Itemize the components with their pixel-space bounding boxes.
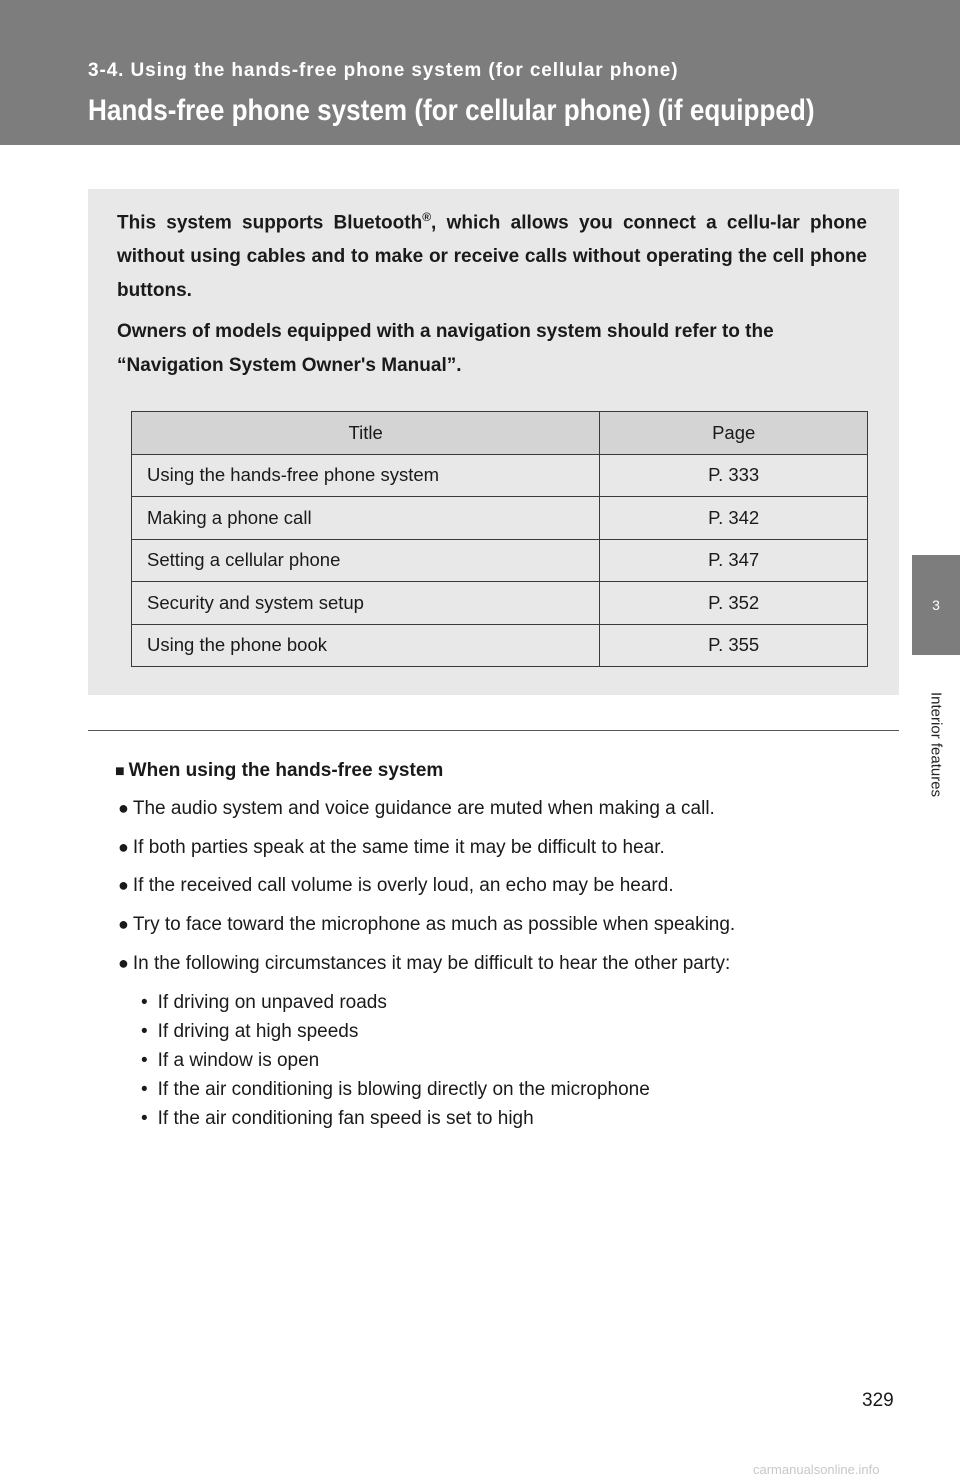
sub-list-item: • If the air conditioning is blowing directly on the microphone bbox=[141, 1079, 650, 1100]
section-heading: 3-4. Using the hands-free phone system (for cellular phone) bbox=[88, 60, 679, 81]
intro-paragraph-2: Owners of models equipped with a navigation system should refer to the “Navigation System Owner's Manual”. bbox=[117, 321, 774, 376]
bullet-dot-icon: ● bbox=[118, 837, 129, 857]
watermark: carmanualsonline.info bbox=[753, 1462, 880, 1477]
sub-list-item: • If driving on unpaved roads bbox=[141, 992, 387, 1013]
chapter-tab[interactable] bbox=[912, 555, 960, 655]
row-title: Using the phone book bbox=[132, 624, 600, 667]
table-row[interactable] bbox=[132, 582, 868, 625]
row-title: Setting a cellular phone bbox=[132, 539, 600, 582]
row-page-link[interactable]: P. 352 bbox=[600, 582, 868, 625]
note-text: In the following circumstances it may be difficult to hear the other party: bbox=[132, 953, 731, 974]
page-header bbox=[0, 0, 960, 145]
table-row[interactable] bbox=[132, 539, 868, 582]
note-bullet bbox=[118, 953, 730, 975]
table-row[interactable] bbox=[132, 454, 868, 497]
row-page-link[interactable]: P. 342 bbox=[600, 497, 868, 540]
contents-table bbox=[131, 411, 868, 667]
intro-text-start: This system supports Bluetooth bbox=[117, 212, 423, 234]
bullet-dot-icon: ● bbox=[118, 875, 129, 895]
sub-item-text: If the air conditioning is blowing directly on the microphone bbox=[157, 1079, 650, 1100]
sub-item-text: If the air conditioning fan speed is set to high bbox=[157, 1108, 534, 1129]
chapter-label bbox=[913, 660, 959, 830]
sub-item-text: If a window is open bbox=[157, 1050, 320, 1071]
sub-list-item: • If the air conditioning fan speed is set to high bbox=[141, 1108, 534, 1129]
row-title: Making a phone call bbox=[132, 497, 600, 540]
intro-text-end: , which allows you connect a cellu-lar phone without using cables and to make or receive calls without operating the cell phone buttons. bbox=[117, 212, 867, 302]
row-page-link[interactable]: P. 333 bbox=[600, 454, 868, 497]
note-text: Try to face toward the microphone as much as possible when speaking. bbox=[132, 914, 736, 935]
row-title: Security and system setup bbox=[132, 582, 600, 625]
bullet-dot-icon: ● bbox=[118, 798, 129, 818]
square-bullet-icon: ■ bbox=[115, 763, 125, 780]
registered-mark: ® bbox=[422, 210, 432, 224]
column-header-title: Title bbox=[132, 412, 600, 455]
sub-list-item: • If driving at high speeds bbox=[141, 1021, 359, 1042]
note-text: If the received call volume is overly loud, an echo may be heard. bbox=[132, 875, 674, 896]
sub-item-text: If driving at high speeds bbox=[157, 1021, 359, 1042]
row-page-link[interactable]: P. 347 bbox=[600, 539, 868, 582]
chapter-label-text: Interior features bbox=[927, 692, 945, 798]
page-number: 329 bbox=[862, 1390, 894, 1411]
sub-list-item: • If a window is open bbox=[141, 1050, 320, 1071]
notes-heading-text: When using the hands-free system bbox=[128, 760, 444, 781]
intro-paragraph-1 bbox=[117, 200, 867, 308]
note-text: If both parties speak at the same time it may be difficult to hear. bbox=[132, 837, 665, 858]
chapter-number: 3 bbox=[932, 597, 940, 613]
table-header-row bbox=[132, 412, 868, 455]
bullet-dot-icon: ● bbox=[118, 914, 129, 934]
table-row[interactable] bbox=[132, 624, 868, 667]
column-header-page: Page bbox=[600, 412, 868, 455]
note-text: The audio system and voice guidance are muted when making a call. bbox=[132, 798, 715, 819]
bullet-dot-icon: ● bbox=[118, 953, 129, 973]
table-row[interactable] bbox=[132, 497, 868, 540]
row-page-link[interactable]: P. 355 bbox=[600, 624, 868, 667]
sub-item-text: If driving on unpaved roads bbox=[157, 992, 387, 1013]
section-divider bbox=[88, 730, 899, 731]
note-bullet bbox=[118, 837, 665, 859]
note-bullet bbox=[118, 914, 735, 936]
row-title: Using the hands-free phone system bbox=[132, 454, 600, 497]
note-bullet bbox=[118, 798, 715, 820]
page-title: Hands-free phone system (for cellular phone) (if equipped) bbox=[88, 94, 815, 127]
note-bullet bbox=[118, 875, 674, 897]
notes-heading bbox=[115, 760, 443, 782]
